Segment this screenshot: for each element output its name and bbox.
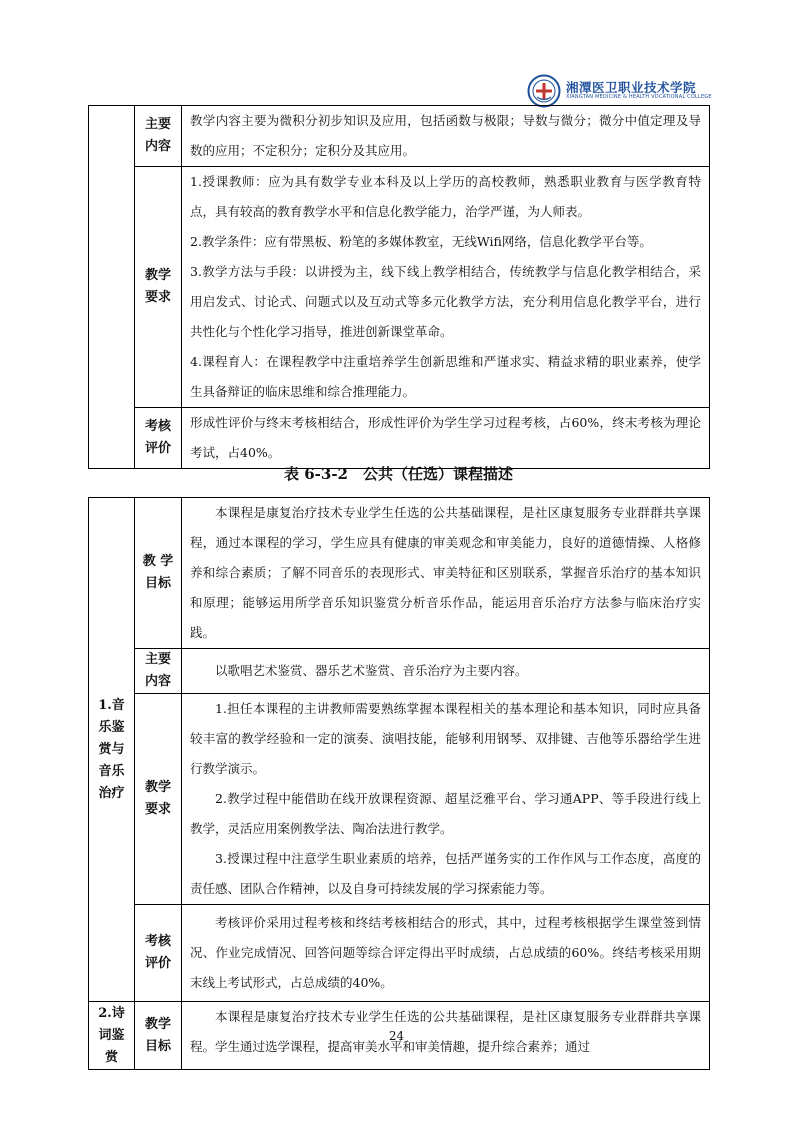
content-paragraph: 考核评价采用过程考核和终结考核相结合的形式，其中，过程考核根据学生课堂签到情况、作业完成情况、回答问题等综合评定得出平时成绩，占总成绩的60%。终结考核采用期末线上考试形式，占总成绩的40%。 — [190, 915, 701, 990]
content-paragraph: 4.课程育人：在课程教学中注重培养学生创新思维和严谨求实、精益求精的职业素养，使学生具备辩证的临床思维和综合推理能力。 — [190, 354, 701, 399]
table-row — [89, 694, 710, 905]
row-content-main-content — [182, 106, 710, 167]
row-label-teaching-objectives: 教学 目标 — [135, 1002, 182, 1070]
row-label-main-content: 主要 内容 — [135, 106, 182, 167]
table-caption: 表 6-3-2 公共（任选）课程描述 — [284, 465, 513, 483]
content-paragraph: 本课程是康复治疗技术专业学生任选的公共基础课程，是社区康复服务专业群群共享课程，通过本课程的学习，学生应具有健康的审美观念和审美能力，良好的道德情操、人格修养和综合素质；了解不同音乐的表现形式、审美特征和区别联系，掌握音乐治疗的基本知识和原理；能够运用所学音乐知识鉴赏分析音乐作品，能运用音乐治疗方法参与临床治疗实践。 — [190, 505, 701, 640]
row-content-assessment — [182, 408, 710, 469]
table-row — [89, 905, 710, 1002]
row-content-assessment — [182, 905, 710, 1002]
row-label-teaching-requirements: 教学 要求 — [135, 167, 182, 408]
course-table-continued — [88, 105, 710, 469]
content-paragraph: 3.教学方法与手段：以讲授为主，线下线上教学相结合，传统教学与信息化教学相结合，采用启发式、讨论式、问题式以及互动式等多元化教学方法，充分利用信息化教学平台，进行共性化与个性化学习指导，推进创新课堂革命。 — [190, 264, 701, 339]
content-paragraph: 1.担任本课程的主讲教师需要熟练掌握本课程相关的基本理论和基本知识，同时应具备较丰富的教学经验和一定的演奏、演唱技能，能够利用钢琴、双排键、吉他等乐器给学生进行教学演示。 — [190, 701, 701, 776]
row-content-teaching-requirements — [182, 694, 710, 905]
elective-course-table — [88, 497, 710, 1070]
content-paragraph: 教学内容主要为微积分初步知识及应用，包括函数与极限；导数与微分；微分中值定理及导数的应用；不定积分；定积分及其应用。 — [190, 113, 701, 158]
content-paragraph: 形成性评价与终末考核相结合，形成性评价为学生学习过程考核，占60%，终末考核为理论考试，占40%。 — [190, 415, 701, 460]
content-paragraph: 2.教学过程中能借助在线开放课程资源、超星泛雅平台、学习通APP、等手段进行线上教学，灵活应用案例教学法、陶冶法进行教学。 — [190, 791, 701, 836]
content-paragraph: 以歌唱艺术鉴赏、器乐艺术鉴赏、音乐治疗为主要内容。 — [215, 663, 528, 678]
content-paragraph: 2.教学条件：应有带黑板、粉笔的多媒体教室，无线Wifi网络，信息化教学平台等。 — [190, 234, 652, 249]
row-content-main-content — [182, 649, 710, 694]
table-row — [89, 498, 710, 649]
content-paragraph: 3.授课过程中注意学生职业素质的培养，包括严谨务实的工作作风与工作态度，高度的责任感、团队合作精神，以及自身可持续发展的学习探索能力等。 — [190, 851, 701, 896]
page-number: 24 — [388, 1029, 405, 1043]
college-emblem-icon — [527, 74, 561, 108]
course-name-cell-empty — [89, 106, 135, 469]
course-name-poetry: 2.诗 词鉴 赏 — [89, 1002, 135, 1070]
course-name-music: 1.音 乐鉴 赏与 音乐 治疗 — [89, 498, 135, 1002]
table-row — [89, 106, 710, 167]
row-label-teaching-objectives: 教 学 目标 — [135, 498, 182, 649]
row-label-teaching-requirements: 教学 要求 — [135, 694, 182, 905]
row-content-teaching-requirements — [182, 167, 710, 408]
row-content-teaching-objectives — [182, 498, 710, 649]
college-name-cn: 湘潭医卫职业技术学院 — [566, 80, 697, 96]
college-name-en: XIANGTAN MEDICINE & HEALTH VOCATIONAL COLLEGE — [566, 94, 712, 101]
row-label-main-content: 主要 内容 — [135, 649, 182, 694]
content-paragraph: 本课程是康复治疗技术专业学生任选的公共基础课程，是社区康复服务专业群群共享课程。学生通过选学课程，提高审美水平和审美情趣，提升综合素养；通过 — [190, 1009, 701, 1054]
row-label-assessment: 考核 评价 — [135, 905, 182, 1002]
row-label-assessment: 考核 评价 — [135, 408, 182, 469]
table-row — [89, 649, 710, 694]
table-row — [89, 167, 710, 408]
table-row — [89, 408, 710, 469]
content-paragraph: 1.授课教师：应为具有数学专业本科及以上学历的高校教师，熟悉职业教育与医学教育特点，具有较高的教育教学水平和信息化教学能力，治学严谨，为人师表。 — [190, 174, 701, 219]
